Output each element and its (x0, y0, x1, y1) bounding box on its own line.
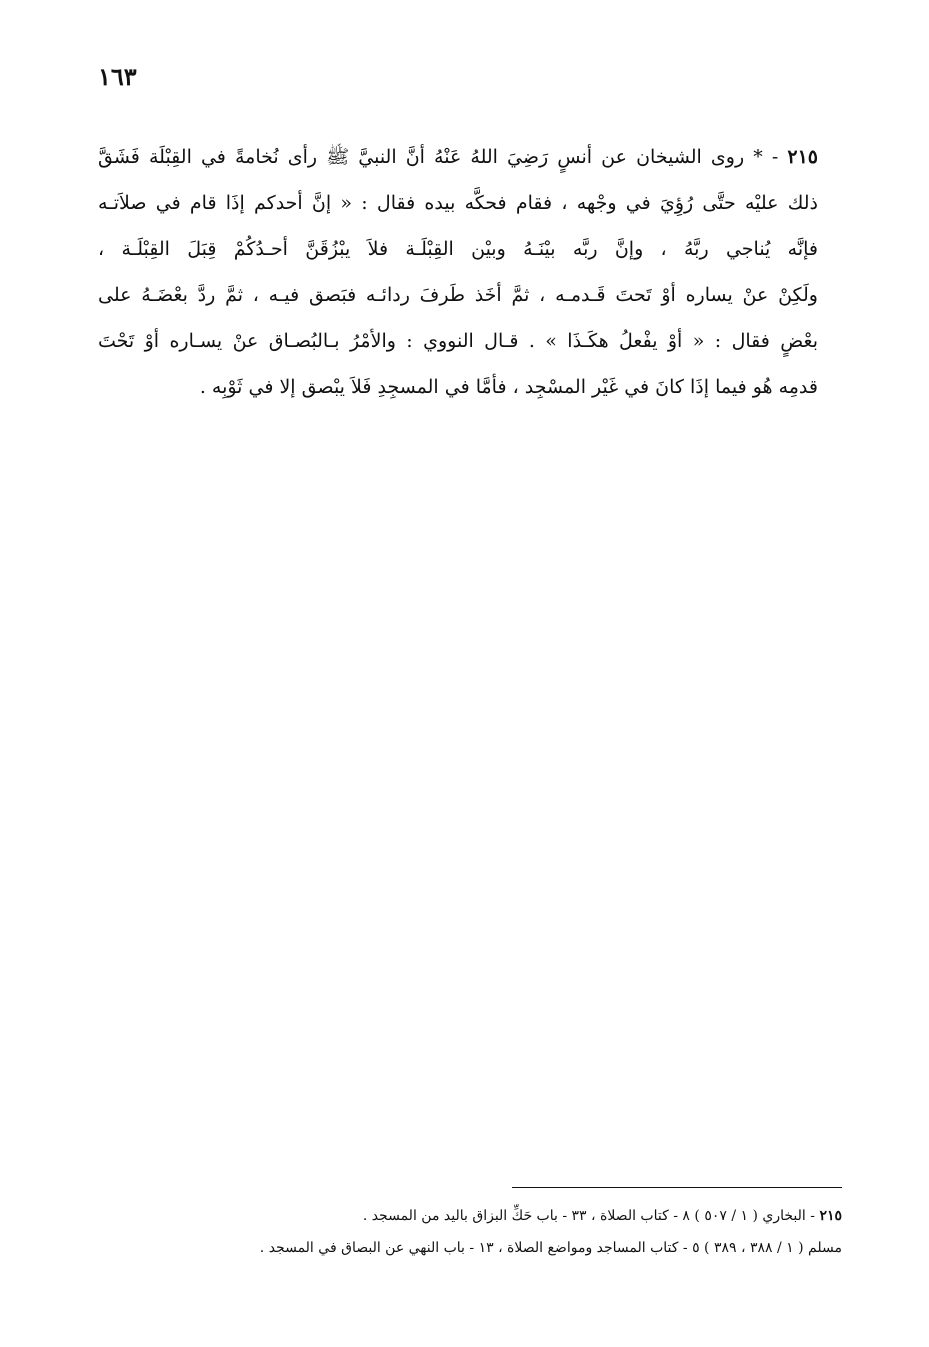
footnotes (142, 1200, 842, 1264)
hadith-line-4: ولَكِنْ عنْ يساره أوْ تَحتَ قَـدمـه ، ثمَّ أخَذ طَرفَ ردائـه فبَصق فيـه ، ثمَّ ردَّ بعْضَـهُ على (98, 284, 818, 306)
footnote-line-1-text: - البخاري ( ١ / ٥٠٧ ) ٨ - كتاب الصلاة ، ٣٣ - باب حَكِّ البزاق باليد من المسجد . (362, 1208, 815, 1224)
footnote-divider (512, 1187, 842, 1188)
footnote-line-1 (142, 1200, 842, 1232)
hadith-line-6: قدمِه هُو فيما إذَا كانَ في غَيْر المسْجِد ، فأمَّا في المسجِدِ فَلاَ يبْصق إلا في ثَوْبِه . (199, 376, 818, 398)
footnote-number: ٢١٥ (819, 1208, 842, 1224)
hadith-line-3: فإنَّه يُناجي ربَّهُ ، وإنَّ ربَّه بيْنَـهُ وبيْن القِبْلَـة فلاَ يبْزُقَنَّ أحـدُكُمْ قِبَلَ القِبْلَـة ، (98, 238, 818, 260)
hadith-number: ٢١٥ (787, 146, 819, 168)
footnote-line-2: مسلم ( ١ / ٣٨٨ ، ٣٨٩ ) ٥ - كتاب المساجد ومواضع الصلاة ، ١٣ - باب النهي عن البصاق في المسجد . (259, 1240, 842, 1256)
hadith-text (98, 134, 818, 410)
page-number: ١٦٣ (98, 62, 137, 91)
hadith-line-1 (98, 134, 818, 180)
hadith-line-1-text: - * روى الشيخان عن أنسٍ رَضِيَ اللهُ عَنْهُ أنَّ النبيَّ ﷺ رأى نُخامةً في القِبْلَة فَشَقَّ (98, 146, 779, 168)
hadith-line-5: بعْضٍ فقال : « أوْ يفْعلُ هكَـذَا » . قـال النووي : والأمْرُ بـالبُصـاق عنْ يسـاره أوْ تَحْتَ (98, 330, 818, 352)
hadith-line-2: ذلك عليْه حتَّى رُؤِيَ في وجْهه ، فقام فحكَّه بيده فقال : « إنَّ أحدكم إذَا قام في صلاَتـه (98, 192, 818, 214)
